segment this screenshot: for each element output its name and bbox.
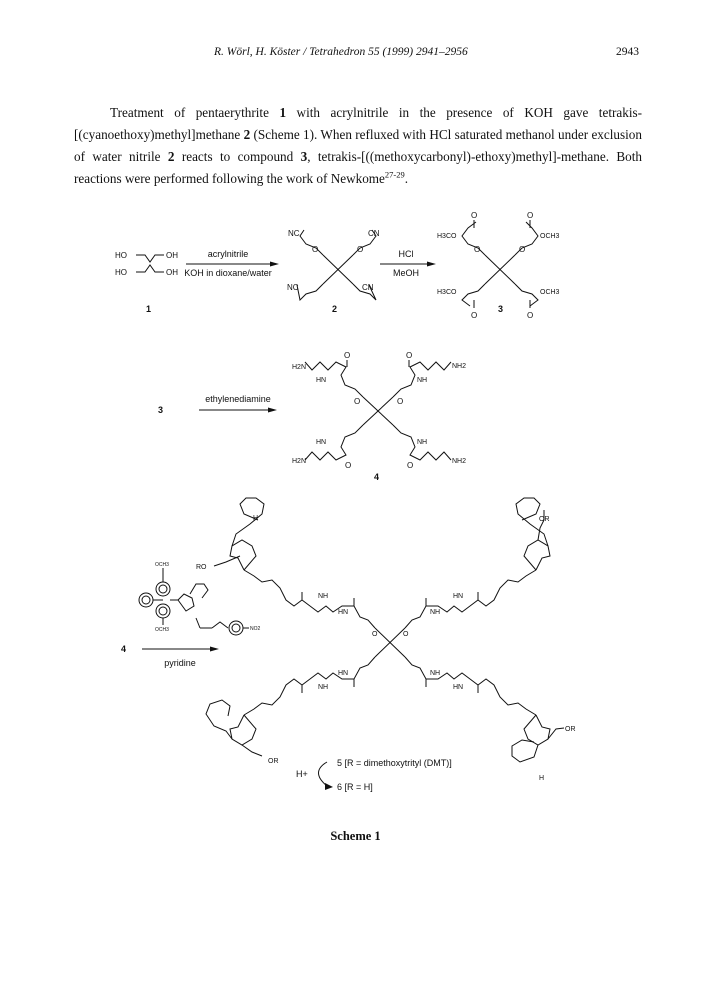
label-o: O — [406, 351, 413, 360]
label-o: O — [407, 461, 414, 470]
compound-ref: 2 — [167, 149, 175, 164]
label-hn: HN — [453, 684, 464, 691]
label-or: OR — [268, 758, 279, 765]
product-6-label: 6 [R = H] — [337, 782, 373, 792]
label-hn: HN — [316, 439, 327, 446]
label-ho: HO — [115, 251, 127, 260]
text-run: , tetrakis-[((methoxycarbonyl)-ethoxy)methyl]-methane. Both reactions were performed following the work of Newkome — [74, 149, 643, 186]
label-o: O — [527, 211, 534, 220]
label-ro: RO — [196, 564, 207, 571]
label-hn: HN — [338, 609, 349, 616]
step2-reagent: HCl — [398, 249, 414, 259]
compound-ref: 1 — [279, 105, 287, 120]
text-run: (Scheme 1). When refluxed with HCl saturated methanol under exclusion of water nitrile — [74, 127, 642, 164]
compound-label-4: 4 — [374, 472, 380, 482]
compound-label-3-start: 3 — [158, 405, 164, 415]
compound-1-structure — [115, 251, 178, 277]
label-h2n: H2N — [292, 458, 307, 465]
label-o: O — [519, 245, 526, 254]
label-o: O — [354, 397, 361, 406]
label-oh: OH — [166, 268, 178, 277]
label-nh: NH — [417, 377, 428, 384]
label-o: O — [344, 351, 351, 360]
label-nh: NH — [318, 684, 329, 691]
label-och3: OCH3 — [155, 562, 169, 568]
label-o: O — [474, 245, 481, 254]
deprotection-arrow — [319, 762, 328, 786]
label-nc: NC — [288, 229, 300, 238]
label-h3co: H3CO — [437, 233, 457, 240]
label-o: O — [471, 211, 478, 220]
compound-2-structure — [287, 229, 380, 300]
label-o: O — [471, 311, 478, 320]
step2-conditions: MeOH — [392, 268, 420, 278]
compound-5-6-structure — [196, 498, 576, 782]
label-h: H — [253, 515, 259, 522]
compound-ref: 3 — [300, 149, 308, 164]
label-och3: OCH3 — [540, 233, 560, 240]
compound-label-4-start: 4 — [121, 644, 127, 654]
step3-reagent: ethylenediamine — [205, 394, 271, 404]
compound-label-1: 1 — [146, 304, 152, 314]
label-nh2: NH2 — [452, 458, 467, 465]
label-nh2: NH2 — [452, 363, 467, 370]
label-h-plus: H+ — [296, 769, 308, 779]
label-o: O — [527, 311, 534, 320]
product-5-label: 5 [R = dimethoxytrityl (DMT)] — [337, 758, 452, 768]
page-number: 2943 — [616, 46, 639, 58]
arrowhead — [270, 262, 279, 267]
label-o: O — [397, 397, 404, 406]
citation-superscript: 27-29 — [384, 169, 405, 180]
label-or: OR — [539, 516, 550, 523]
label-hn: HN — [338, 670, 349, 677]
reagent-structure — [139, 562, 261, 635]
text-run: reacts to compound — [174, 149, 301, 164]
label-cn: CN — [368, 229, 380, 238]
label-o: O — [403, 631, 409, 638]
step1-reagent: acrylnitrile — [207, 249, 249, 259]
label-nc: NC — [287, 283, 299, 292]
arrowhead — [427, 262, 436, 267]
compound-4-structure — [292, 351, 466, 470]
arrowhead — [210, 647, 219, 652]
label-cn: CN — [362, 283, 374, 292]
label-hn: HN — [453, 593, 464, 600]
arrowhead — [268, 408, 277, 413]
label-ho: HO — [115, 268, 127, 277]
label-nh: NH — [430, 609, 441, 616]
label-nh: NH — [417, 439, 428, 446]
text-run: Treatment of pentaerythrite — [110, 105, 280, 120]
text-run: with acrylnitrile in the presence of KOH gave tetrakis-[(cyanoethoxy)methyl]methane — [74, 105, 643, 142]
label-no2: NO2 — [250, 626, 261, 632]
label-o: O — [372, 631, 378, 638]
step1-conditions: KOH in dioxane/water — [184, 268, 272, 278]
text-run: . — [404, 171, 409, 186]
scheme-caption: Scheme 1 — [330, 829, 381, 843]
label-och3: OCH3 — [155, 627, 169, 633]
compound-label-3: 3 — [498, 304, 504, 314]
label-o: O — [345, 461, 352, 470]
label-nh: NH — [318, 593, 329, 600]
label-hn: HN — [316, 377, 327, 384]
label-nh: NH — [430, 670, 441, 677]
compound-ref: 2 — [243, 127, 251, 142]
label-or: OR — [565, 726, 576, 733]
label-o: O — [312, 245, 319, 254]
compound-label-2: 2 — [332, 304, 338, 314]
label-h3co: H3CO — [437, 289, 457, 296]
label-o: O — [357, 245, 364, 254]
label-och3: OCH3 — [540, 289, 560, 296]
label-h2n: H2N — [292, 364, 307, 371]
arrowhead — [325, 783, 333, 790]
label-h: H — [539, 775, 545, 782]
label-oh: OH — [166, 251, 178, 260]
running-title: R. Wörl, H. Köster / Tetrahedron 55 (1999) 2941–2956 — [214, 46, 468, 58]
step4-reagent: pyridine — [164, 658, 196, 668]
